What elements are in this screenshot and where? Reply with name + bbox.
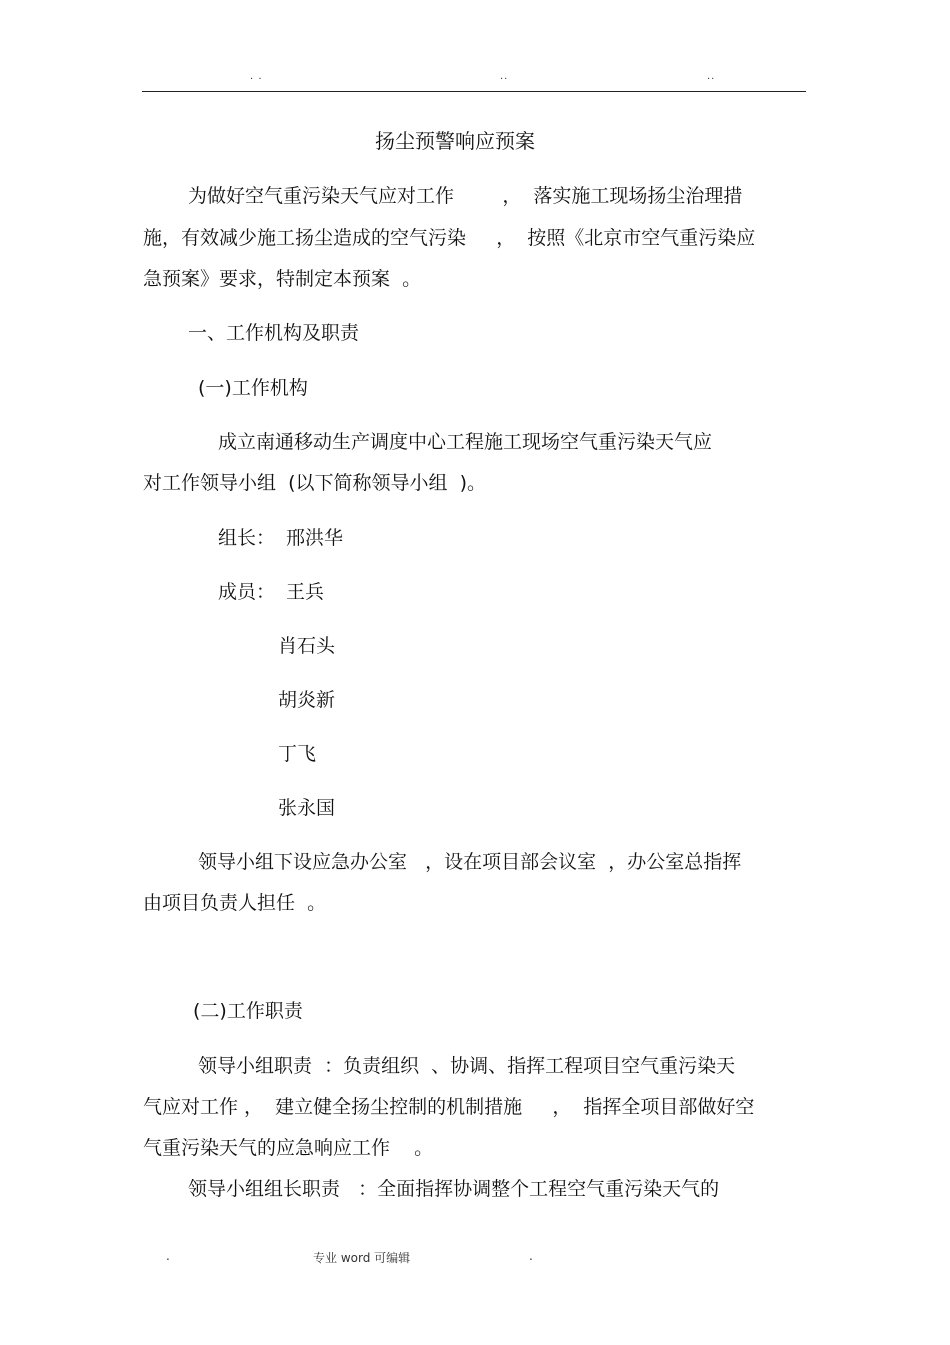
member-name: 胡炎新 [278, 689, 336, 711]
header-dots-right: ·· [707, 74, 716, 85]
member-name: 丁飞 [278, 743, 317, 765]
leader-duty-line: 领导小组组长职责 ：全面指挥协调整个工程空气重污染天气的 [188, 1178, 720, 1200]
member-name: 张永国 [278, 797, 336, 819]
duties-line-3: 气重污染天气的应急响应工作 。 [143, 1137, 434, 1159]
header-dots-left: · · [250, 74, 263, 85]
section-heading-1: 一、工作机构及职责 [188, 322, 360, 344]
duties-line-1: 领导小组职责 ：负责组织 、协调、指挥工程项目空气重污染天 [198, 1055, 736, 1077]
office-line-2: 由项目负责人担任 。 [143, 892, 327, 914]
subsection-heading-2: (二)工作职责 [193, 1000, 303, 1022]
intro-line-2: 施，有效减少施工扬尘造成的空气污染 ， 按照《北京市空气重污染应 [143, 227, 756, 249]
leader-name: 邢洪华 [286, 527, 344, 549]
leader-label: 组长： [218, 527, 276, 549]
footer-text: 专业 word 可编辑 [313, 1251, 411, 1265]
office-line-1: 领导小组下设应急办公室 ，设在项目部会议室 ，办公室总指挥 [198, 851, 742, 873]
intro-line-1: 为做好空气重污染天气应对工作 ， 落实施工现场扬尘治理措 [188, 185, 743, 207]
org-line-2: 对工作领导小组 (以下简称领导小组 )。 [143, 472, 486, 494]
members-label: 成员： [218, 581, 276, 603]
footer-dot-right: . [529, 1249, 533, 1263]
intro-line-3: 急预案》要求，特制定本预案 。 [143, 268, 422, 290]
document-title: 扬尘预警响应预案 [375, 129, 535, 153]
footer-dot-left: . [166, 1249, 170, 1263]
member-name: 肖石头 [278, 635, 336, 657]
header-rule [142, 91, 806, 92]
subsection-heading-1: (一)工作机构 [198, 377, 308, 399]
org-line-1: 成立南通移动生产调度中心工程施工现场空气重污染天气应 [218, 431, 713, 453]
duties-line-2: 气应对工作 ， 建立健全扬尘控制的机制措施 ， 指挥全项目部做好空 [143, 1096, 755, 1118]
header-dots-middle: ·· [500, 74, 509, 85]
member-name: 王兵 [286, 581, 325, 603]
